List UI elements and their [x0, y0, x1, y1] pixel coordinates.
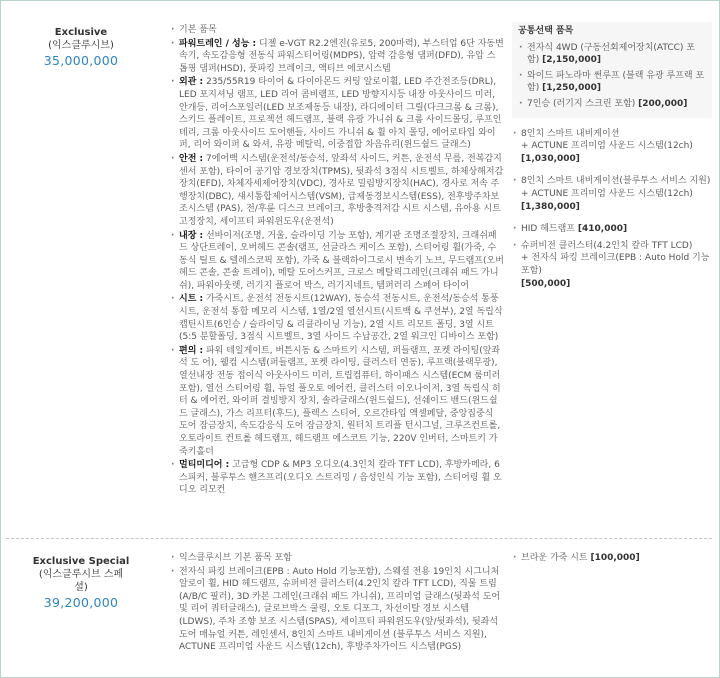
option-column — [512, 22, 712, 300]
option-column — [512, 552, 712, 575]
spec-item-multimedia: · 멀티미디어 : 고급형 CDP & MP3 오디오(4.3인치 칼라 TFT LCD), 후방카메라, 6스피커, 블루투스 핸즈프리(오디오 스트리밍 / 음성인식 기능 포함), 스티어링 휠 오디오 리모컨 — [170, 459, 504, 497]
row-divider — [6, 538, 712, 539]
common-option-4wd: · 전자식 4WD (구동선회제어장치(ATCC) 포함) [2,150,000] — [518, 42, 706, 67]
spec-item-seat: · 시트 : 가죽시트, 운전석 전동시트(12WAY), 동승석 전동시트, 운전석/동승석 통풍시트, 운전석 통합 메모리 시스템, 1열/2열 열선시트(시트백 & 쿠션부), 2열 독립식 캡틴시트(6인승 / 슬라이딩 & 리클라이닝 기능), 2열 시트 리모트 폴딩, 3열 시트(5:5 분할폴딩, 3점식 시트벨트, 3열 사이드 수납공간, 2열 워크인 디바이스 포함) — [170, 293, 504, 343]
spec-item-powertrain: · 파워트레인 / 성능 : 디젤 e-VGT R2.2엔진(유로5, 200마력), 부스터업 6단 자동변속기, 속도감응형 전동식 파워스티어링(MDPS), 압력 감응형 댐퍼(DFD), 유압 스톱핑 댐퍼(HSD), 풋파킹 브레이크, 액티브 에코시스템 — [170, 38, 504, 76]
spec-intro: · 익스클루시브 기본 품목 포함 — [170, 552, 504, 565]
option-supervision-cluster: · 슈퍼비전 클러스터(4.2인치 칼라 TFT LCD) + 전자식 파킹 브레이크(EPB : Auto Hold 기능포함) [500,000] — [512, 240, 712, 290]
spec-item-convenience: · 편의 : 파워 테일게이트, 버튼시동 & 스마트키 시스템, 퍼들램프, 포켓 라이팅(앞좌석 도 어), 웰컴 시스템(퍼들램프, 포켓 라이팅, 클러스터 연동), 루프랙(블랙무광), 열선내장 전동 접이식 아웃사이드 미러, 트립컴퓨터, 하이패스 시스템(ECM 룸미러 포함), 열선 스티어링 휠, 듀얼 풀오토 에어컨, 클러스터 이오나이저, 3열 독립식 히터 & 에어컨, 와이퍼 결빙방지 장치, 솔라글래스(윈드쉴드), 선쉐이드 밴드(윈드쉴드 글래스), 가스 리프터(후드), 플렉스 스티어, 오르간타입 액셀페달, 중앙집중식 도어 잠금장치, 속도감응식 도어 잠금장치, 원터치 트리플 턴시그널, 크루즈컨트롤, 오토라이트 컨트롤 헤드램프, 헤드램프 에스코트 기능, 220V 인버터, 스마트키 가죽키홀더 — [170, 345, 504, 458]
trim-model-cell — [6, 26, 156, 69]
trim-price: 39,200,000 — [43, 595, 119, 610]
trim-name: Exclusive — [54, 27, 108, 38]
option-navigation-bluetooth: · 8인치 스마트 내비게이션(블루투스 서비스 지원) + ACTUNE 프리미엄 사운드 시스템(12ch) [1,380,000] — [512, 175, 712, 213]
trim-alias: (익스클루시브 스페셜) — [38, 569, 124, 593]
spec-intro: · 기본 품목 — [170, 24, 504, 37]
spec-item-safety: · 안전 : 7에어백 시스템(운전석/동승석, 앞좌석 사이드, 커튼, 운전석 무릎, 전복감지센서 포함), 타이어 공기압 경보장치(TPMS), 뒷좌석 3점식 시트벨트, 하체상해저감장치(EFD), 차체자세제어장치(VDC), 경사로 밀림방지장치(HAC), 경사로 저속 주행장치(DBC), 섀시통합제어시스템(VSM), 급제동경보시스템(ESS), 전후방주차보조시스템 (PAS), 전/후륜 디스크 브레이크, 후방충격저감 시트 시스템, 유아용 시트 고정장치, 세이프티 파워윈도우(운전석) — [170, 153, 504, 229]
option-navigation: · 8인치 스마트 내비게이션 + ACTUNE 프리미엄 사운드 시스템(12ch) [1,030,000] — [512, 128, 712, 166]
standard-spec-list — [170, 24, 504, 498]
spec-item-special: · 전자식 파킹 브레이크(EPB : Auto Hold 기능포함), 스웨셜 전용 19인치 시그니처 알로이 휠, HID 헤드램프, 슈퍼비전 클러스터(4.2인치 칼라 TFT LCD), 직물 트림(A/B/C 필러), 3D 카본 그레인(크래쉬 패드 가니쉬), 프리미엄 글래스(뒷좌석 도어 및 리어 쿼터글래스), 글로브박스 쿨링, 오토 디포그, 차선이탈 경보 시스템(LDWS), 주차 조향 보조 시스템(SPAS), 세이프티 파워윈도우(앞/뒷좌석), 뒷좌석 도어 매뉴얼 커튼, 레인센서, 8인치 스마트 내비게이션 (블루투스 서비스 지원), ACTUNE 프리미엄 사운드 시스템(12ch), 후방주차가이드 시스템(PGS) — [170, 566, 504, 654]
spec-item-interior: · 내장 : 선바이저(조명, 거울, 슬라이딩 기능 포함), 계기판 조명조절장치, 크래쉬패드 상단트레이, 오버헤드 콘솔(램프, 선글라스 케이스 포함), 스티어링 휠(가죽, 수동식 틸트 & 텔레스코픽 포함), 가죽 & 블랙하이그로시 변속기 노브, 무드램프(오버헤드 콘솔, 콘솔 트레이), 메탈 도어스커프, 크로스 메탈릭그레인(크래쉬 패드 가니쉬), 파워아웃렛, 러기지 플로어 박스, 러기지네트, 템퍼러리 스페어 타이어 — [170, 230, 504, 293]
common-option-7seat: · 7인승 (러기지 스크린 포함) [200,000] — [518, 98, 706, 111]
trim-alias: (익스클루시브) — [48, 40, 114, 51]
common-options-title: 공통선택 품목 — [518, 26, 574, 36]
standard-spec-list — [170, 552, 504, 655]
trim-row-exclusive — [6, 18, 712, 540]
trim-row-exclusive-special — [6, 549, 712, 667]
spec-item-exterior: · 외관 : 235/55R19 타이어 & 다이아몬드 커팅 알로이휠, LED 주간전조등(DRL), LED 포지셔닝 램프, LED 리어 콤비램프, LED 방향지시등 내장 아웃사이드 미러, 안개등, 리어스포일러(LED 보조제동등 내장), 라디에이터 그릴(다크크롬 & 크롬), 스키드 플레이트, 프로젝션 헤드램프, 블랙 유광 가니쉬 & 크롬 사이드몰딩, 루프인테리, 크롬 아웃사이드 도어핸들, 사이드 가니쉬 & 휠 아치 몰딩, 에어로타입 와이퍼, 리어 와이퍼 & 와셔, 유광 메탈릭, 이중접합 차음유리(윈드쉴드 글래스) — [170, 76, 504, 152]
option-brown-leather-seat: · 브라운 가죽 시트 [100,000] — [512, 552, 712, 565]
common-options-box — [512, 22, 712, 118]
trim-price: 35,000,000 — [43, 53, 119, 68]
trim-name: Exclusive Special — [32, 556, 130, 567]
option-hid-headlamp: · HID 헤드램프 [410,000] — [512, 223, 712, 236]
common-option-sunroof: · 와이드 파노라마 썬루프 (블랙 유광 루프랙 포함) [1,250,000] — [518, 70, 706, 95]
trim-model-cell — [6, 555, 156, 611]
